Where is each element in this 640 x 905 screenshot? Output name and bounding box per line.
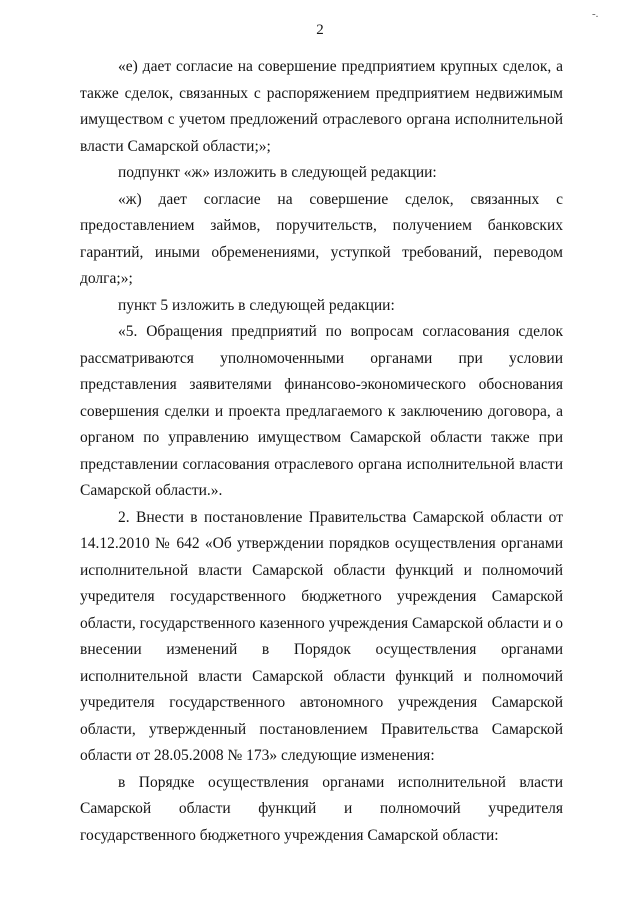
page-number: 2 <box>316 22 324 38</box>
paragraph-instruction-zh: подпункт «ж» изложить в следующей редакции: <box>118 164 437 181</box>
scan-corner-mark: -. <box>592 8 599 20</box>
paragraph-subitem-e: «е) дает согласие на совершение предприятием крупных сделок, а также сделок, связанных с распоряжением предприятием недвижимым имуществом с учетом предложений отраслевого органа исполнительной власти Самарской области;»; <box>80 58 563 155</box>
paragraph-subitem-zh: «ж) дает согласие на совершение сделок, связанных с предоставлением займов, поручительств, получением банковских гарантий, иными обременениями, уступкой требований, переводом долга;»; <box>80 190 563 287</box>
document-body <box>80 54 563 849</box>
paragraph-item-2: 2. Внести в постановление Правительства Самарской области от 14.12.2010 № 642 «Об утверждении порядков осуществления органами исполнительной власти Самарской области функций и полномочий учредителя государственного бюджетного учреждения Самарской области, государственного казенного учреждения Самарской области и о внесении изменений в Порядок осуществления органами исполнительной власти Самарской области функций и полномочий учредителя государственного автономного учреждения Самарской области, утвержденный постановлением Правительства Самарской области от 28.05.2008 № 173» следующие изменения: <box>80 508 563 764</box>
paragraph-instruction-5: пункт 5 изложить в следующей редакции: <box>118 296 395 314</box>
paragraph-item-5: «5. Обращения предприятий по вопросам согласования сделок рассматриваются уполномоченными органами при условии представления заявителями финансово-экономического обоснования совершения сделки и проекта предлагаемого к заключению договора, а органом по управлению имуществом Самарской области также при представлении согласования отраслевого органа исполнительной власти Самарской области.». <box>80 323 563 499</box>
paragraph-order-intro: в Порядке осуществления органами исполнительной власти Самарской области функций и полномочий учредителя государственного бюджетного учреждения Самарской области: <box>80 773 563 844</box>
